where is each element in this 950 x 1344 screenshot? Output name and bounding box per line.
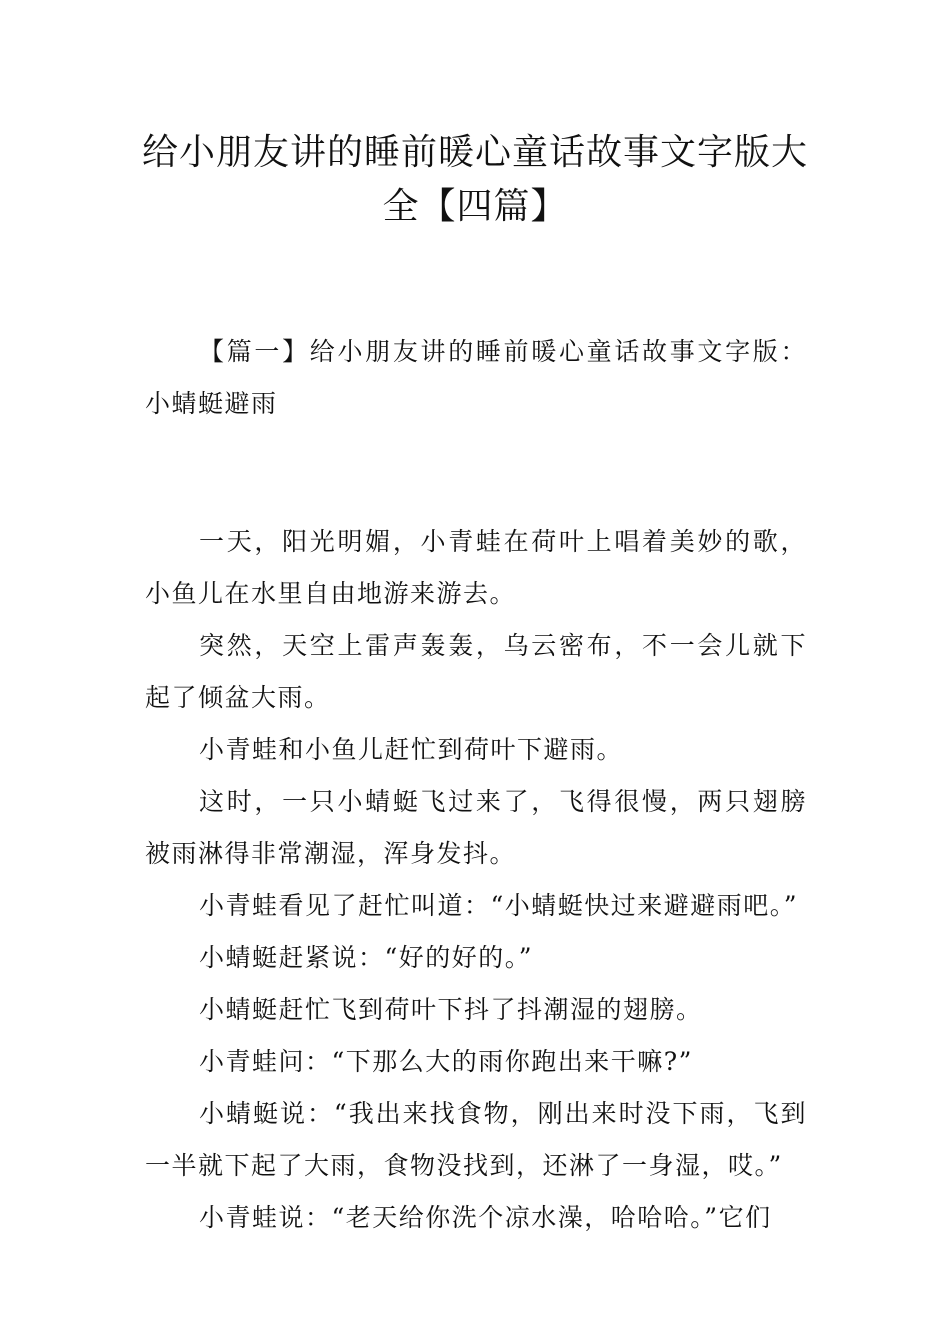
- title-line-1: 给小朋友讲的睡前暖心童话故事文字版大: [141, 132, 808, 173]
- title-line-2: 全【四篇】: [382, 186, 568, 227]
- document-title: [130, 126, 820, 234]
- document-body: [145, 326, 807, 1244]
- paragraph: 一天，阳光明媚，小青蛙在荷叶上唱着美妙的歌，小鱼儿在水里自由地游来游去。: [145, 527, 807, 608]
- paragraph: 小青蛙问：“下那么大的雨你跑出来干嘛?”: [199, 1047, 693, 1076]
- section-heading: 【篇一】给小朋友讲的睡前暖心童话故事文字版：小蜻蜓避雨: [145, 337, 807, 418]
- paragraph: 小蜻蜓赶忙飞到荷叶下抖了抖潮湿的翅膀。: [199, 995, 703, 1024]
- paragraph: 小蜻蜓赶紧说：“好的好的。”: [199, 943, 534, 972]
- paragraph: 小青蛙说：“老天给你洗个凉水澡，哈哈哈。”它们: [199, 1203, 772, 1232]
- paragraph: 小青蛙看见了赶忙叫道：“小蜻蜓快过来避避雨吧。”: [199, 891, 799, 920]
- paragraph: 小蜻蜓说：“我出来找食物，刚出来时没下雨，飞到一半就下起了大雨，食物没找到，还淋了一身湿，哎。”: [145, 1099, 807, 1180]
- paragraph: 突然，天空上雷声轰轰，乌云密布，不一会儿就下起了倾盆大雨。: [145, 631, 807, 712]
- paragraph: 小青蛙和小鱼儿赶忙到荷叶下避雨。: [199, 735, 624, 764]
- paragraph: 这时，一只小蜻蜓飞过来了，飞得很慢，两只翅膀被雨淋得非常潮湿，浑身发抖。: [145, 787, 807, 868]
